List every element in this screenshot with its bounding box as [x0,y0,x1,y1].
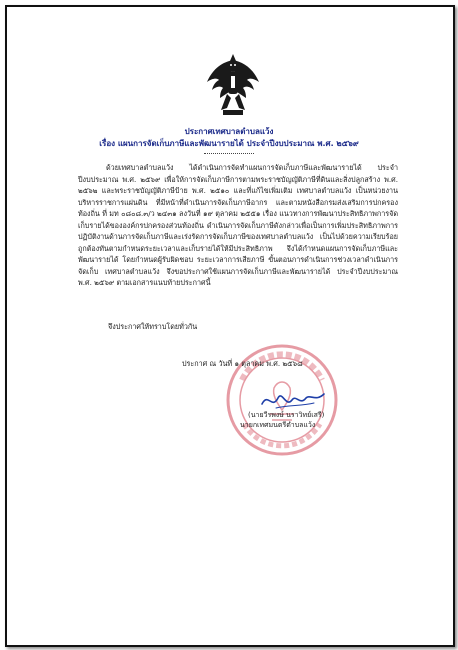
subject-title: เรื่อง แผนการจัดเก็บภาษีและพัฒนารายได้ ประจำปีงบประมาณ พ.ศ. ๒๕๖๙ [99,139,359,148]
body-paragraph [78,162,398,289]
body-text: ด้วยเทศบาลตำบลแว้ง ได้ดำเนินการจัดทำแผนการจัดเก็บภาษีและพัฒนารายได้ ประจำปีงบประมาณ พ.ศ. ๒๕๖๙ เพื่อให้การจัดเก็บภาษีการตามพระราชบัญญัติภาษีที่ดินและสิ่งปลูกสร้าง พ.ศ. ๒๕๖๒ และพระราชบัญญัติภาษีป้าย พ.ศ. ๒๕๑๐ และที่แก้ไขเพิ่มเติม เทศบาลตำบลแว้ง เป็นหน่วยงานบริหารราชการแผ่นดิน ที่มีหน้าที่ดำเนินการจัดเก็บภาษีอากร และตามหนังสือกรมส่งเสริมการปกครองท้องถิ่น ที่ มท ๐๘๐๘.๓/ว ๒๔๓๑ ลงวันที่ ๑๙ ตุลาคม ๒๕๕๑ เรื่อง แนวทางการพัฒนาประสิทธิภาพการจัดเก็บรายได้ขององค์กรปกครองส่วนท้องถิ่น ดำเนินการจัดเก็บภาษีดังกล่าวเพื่อเป็นการเพิ่มประสิทธิภาพการปฏิบัติงานด้านการจัดเก็บภาษีและเร่งรัดการจัดเก็บภาษีของเทศบาลตำบลแว้ง เป็นไปด้วยความเรียบร้อยถูกต้องทันตามกำหนดระยะเวลาและเก็บรายได้ให้มีประสิทธิภาพ จึงได้กำหนดแผนการจัดเก็บภาษีและพัฒนารายได้ โดยกำหนดผู้รับผิดชอบ ระยะเวลาการเสียภาษี ขั้นตอนการดำเนินการช่วงเวลาดำเนินการจัดเก็บ เทศบาลตำบลแว้ง จึงขอประกาศใช้แผนการจัดเก็บภาษีและพัฒนารายได้ ประจำปีงบประมาณ พ.ศ. ๒๕๖๙ ตามเอกสารแนบท้ายประกาศนี้ [78,163,398,287]
announcement-date: ประกาศ ณ วันที่ ๑ ตุลาคม พ.ศ. ๒๕๖๘ [182,359,303,368]
closing-line: จึงประกาศให้ทราบโดยทั่วกัน [108,322,198,331]
signer-name: (นายวีรพงษ์ นราวิทย์เสรี) [248,411,325,419]
title-divider [204,153,254,154]
handwritten-signature [258,388,328,412]
garuda-emblem-icon [205,52,261,118]
org-title: ประกาศเทศบาลตำบลแว้ง [184,127,274,136]
signer-position: นายกเทศมนตรีตำบลแว้ง [240,421,316,429]
